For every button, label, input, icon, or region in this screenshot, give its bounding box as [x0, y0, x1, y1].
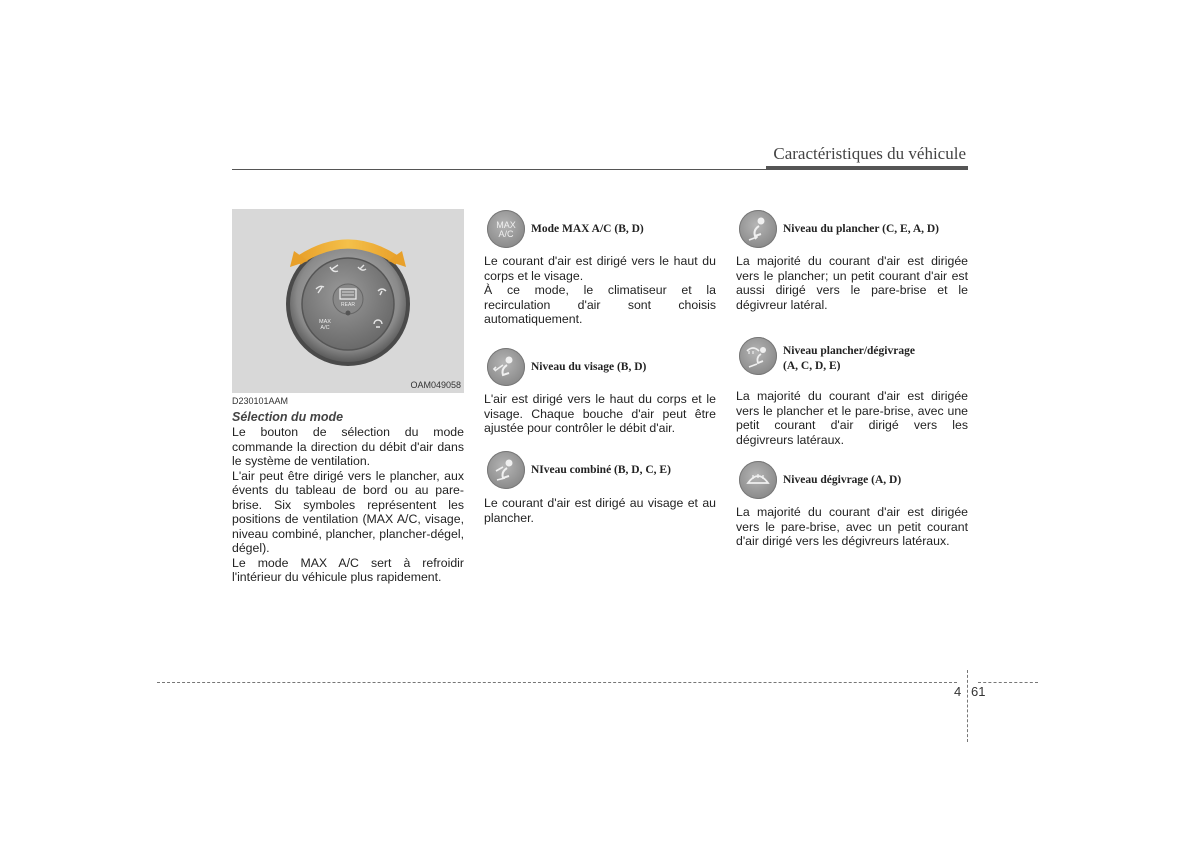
mode-title-floor: Niveau du plancher (C, E, A, D) [783, 223, 940, 235]
knob-max-label: MAX [319, 319, 331, 325]
max-ac-icon-line2: A/C [498, 229, 514, 239]
floor-defrost-icon [739, 337, 777, 375]
header-rule-accent [766, 166, 968, 170]
mode-title-line: Niveau plancher/dégivrage [783, 345, 915, 357]
knob-ac-label: A/C [320, 325, 330, 331]
mode-paragraph: À ce mode, le climatiseur et la recirculation d'air sont choisis automatiquement. [484, 283, 716, 326]
floor-vent-icon [739, 210, 777, 248]
max-ac-icon [487, 210, 525, 248]
left-paragraph: L'air peut être dirigé vers le plancher, aux évents du tableau de bord ou au pare-brise. Six symboles représentent les positions de ventilation (MAX A/C, visage, niveau combiné, plancher, plancher-dégel, dégel). [232, 468, 464, 555]
mode-desc-max-ac [484, 254, 716, 327]
page-header-title: Caractéristiques du véhicule [773, 144, 966, 163]
mode-paragraph: Le courant d'air est dirigé au visage et au plancher. [484, 496, 716, 525]
mode-desc-face [484, 392, 716, 436]
max-ac-icon-line1: MAX [496, 220, 516, 230]
mode-title-line: (A, C, D, E) [783, 360, 841, 372]
mode-knob-figure [232, 209, 464, 393]
mode-desc-floor [736, 254, 968, 312]
mode-title-bi-level: NIveau combiné (B, D, C, E) [531, 464, 671, 476]
section-code: D230101AAM [232, 396, 289, 406]
mode-paragraph: L'air est dirigé vers le haut du corps et le visage. Chaque bouche d'air peut être ajustée pour contrôler le débit d'air. [484, 392, 716, 435]
mode-paragraph: La majorité du courant d'air est dirigée vers le plancher; un petit courant d'air est aussi dirigé vers le pare-brise et le dégivreur latéral. [736, 254, 968, 312]
mode-title-max-ac: Mode MAX A/C (B, D) [531, 223, 644, 235]
chapter-number: 4 [954, 684, 962, 699]
knob-rear-label: REAR [341, 302, 355, 308]
defrost-icon [739, 461, 777, 499]
mode-knob-illustration [232, 209, 464, 393]
mode-paragraph: La majorité du courant d'air est dirigée vers le plancher et le pare-brise, avec une petit courant d'air dirigé vers les dégivreurs latéraux. [736, 389, 968, 447]
face-vent-icon [487, 348, 525, 386]
mode-desc-bi-level [484, 496, 716, 525]
page-number: 61 [971, 684, 986, 699]
mode-title-floor-defrost [783, 344, 915, 374]
left-column-body [232, 425, 464, 585]
mode-title-face: Niveau du visage (B, D) [531, 361, 647, 373]
mode-desc-defrost [736, 505, 968, 549]
bi-level-icon [487, 451, 525, 489]
left-paragraph: Le mode MAX A/C sert à refroidir l'intérieur du véhicule plus rapidement. [232, 555, 464, 584]
mode-paragraph: Le courant d'air est dirigé vers le haut du corps et le visage. [484, 254, 716, 283]
mode-paragraph: La majorité du courant d'air est dirigée vers le pare-brise, avec un petit courant d'air dirigé vers les dégivreurs latéraux. [736, 505, 968, 548]
mode-desc-floor-defrost [736, 389, 968, 447]
footer-divider [967, 670, 968, 742]
mode-title-defrost: Niveau dégivrage (A, D) [783, 474, 902, 486]
figure-code: OAM049058 [410, 380, 461, 390]
section-subtitle: Sélection du mode [232, 410, 344, 424]
footer-rule-left [157, 682, 957, 683]
footer-rule-right [978, 682, 1038, 683]
left-paragraph: Le bouton de sélection du mode commande la direction du débit d'air dans le système de ventilation. [232, 425, 464, 468]
